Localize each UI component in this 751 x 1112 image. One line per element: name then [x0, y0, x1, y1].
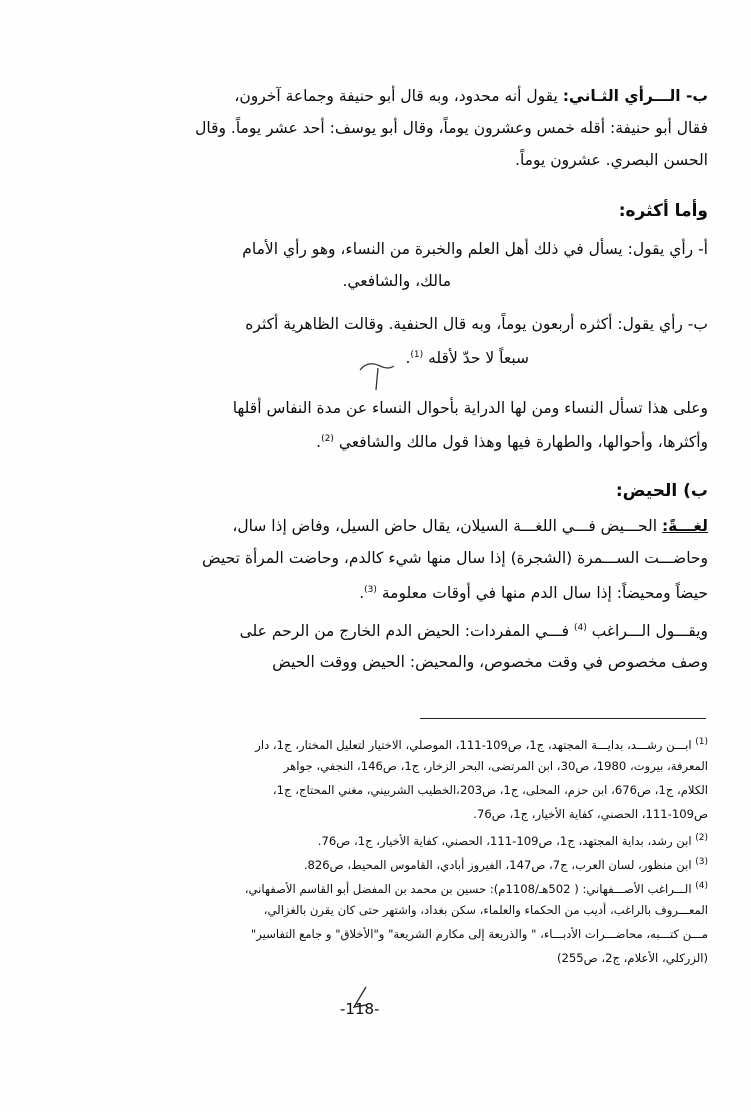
- pen-mark-icon: [358, 358, 398, 398]
- footnote-2: $^{(2)}$ ابن رشد، بداية المجتهد، ج1، ص109-111، الحصني، كفاية الأخيار، ج1، ص76.: [317, 833, 708, 848]
- footnote-4-line3: مـــن كتـــبه، محاضـــرات الأدبـــاء، " والذريعة إلى مكارم الشريعة" و"الأخلاق" و جامع التفاسير": [250, 927, 708, 941]
- lugha-label: لغـــةً:: [661, 517, 708, 535]
- para1-line1: ب- الـــرأي الثـاني: يقول أنه محدود، وبه قال أبو حنيفة وجماعة آخرون،: [234, 87, 708, 105]
- footnote-4-line2: المعـــروف بالراغب، أديب من الحكماء والعلماء، سكن بغداد، واشتهر حتى كان يقرن بالغزالي،: [263, 903, 708, 917]
- haid-line3: حيضاً ومحيضاً: إذا سال الدم منها في أوقات معلومة $^{(3)}$.: [359, 584, 708, 603]
- item-a-line2: مالك، والشافعي.: [342, 272, 451, 290]
- para1-line3: الحسن البصري. عشرون يوماً.: [515, 151, 708, 169]
- raghib-line2: وصف مخصوص في وقت مخصوص، والمحيض: الحيض ووقت الحيض: [272, 653, 708, 671]
- summary-line1: وعلى هذا تسأل النساء ومن لها الدراية بأحوال النساء عن مدة النفاس أقلها: [232, 399, 708, 417]
- footnote-ref-1: (1): [410, 350, 424, 360]
- footnote-1-line1: $^{(1)}$ ابـــن رشـــد، بدايـــة المجتهد، ج1، ص109-111، الموصلي، الاختيار لتعليل المختار، ج1، دار: [255, 737, 708, 752]
- page-number: -118-: [340, 1000, 380, 1018]
- summary-line2: وأكثرها، وأحوالها، والطهارة فيها وهذا قول مالك والشافعي $^{(2)}$.: [316, 433, 708, 452]
- footnote-separator: [420, 718, 706, 719]
- footnote-ref-3: (3): [364, 585, 377, 595]
- heading-most-duration: وأما أكثره:: [618, 201, 708, 221]
- haid-line2: وحاضـــت الســـمرة (الشجرة) إذا سال منها شيء كالدم، وحاضت المرأة تحيض: [201, 549, 708, 567]
- footnote-ref-4: (4): [574, 623, 587, 633]
- item-a-line1: أ- رأي يقول: يسأل في ذلك أهل العلم والخبرة من النساء، وهو رأي الأمام: [242, 240, 708, 258]
- footnote-4-line4: (الزركلي، الأعلام، ج2، ص255): [557, 951, 708, 965]
- footnote-ref-2: (2): [321, 434, 334, 444]
- footnote-1-line2: المعرفة، بيروت، 1980، ص30، ابن المرتضى، البحر الزخار، ج1، ص146، النجفي، جواهر: [283, 759, 708, 773]
- footnote-1-line3: الكلام، ج1، ص676، ابن حزم، المحلى، ج1، ص203،الخطيب الشربيني، مغني المحتاج، ج1،: [272, 783, 708, 797]
- section-title-haid: ب) الحيض:: [615, 481, 708, 501]
- raghib-line1: ويقـــول الـــراغب $^{(4)}$ فـــي المفردات: الحيض الدم الخارج من الرحم على: [239, 622, 708, 641]
- para1-line2: فقال أبو حنيفة: أقله خمس وعشرون يوماً، وقال أبو يوسف: أحد عشر يوماً. وقال: [195, 119, 708, 137]
- footnote-1-line4: ص109-111، الحصني، كفاية الأخيار، ج1، ص76.: [473, 807, 708, 821]
- footnote-3: $^{(3)}$ ابن منظور، لسان العرب، ج7، ص147، الفيروز أبادي، القاموس المحيط، ص826.: [303, 857, 708, 872]
- item-b-line1: ب- رأي يقول: أكثره أربعون يوماً، وبه قال الحنفية. وقالت الظاهرية أكثره: [245, 315, 708, 333]
- item-b-line2: سبعاً لا حدّ لأقله $^{(1)}$.: [405, 349, 529, 368]
- footnote-4-line1: $^{(4)}$ الـــراغب الأصـــفهاني: ( 502هـ/1108م): حسين بن محمد بن المفضل أبو القاسم الأصفهاني،: [244, 881, 708, 896]
- second-opinion-label: ب- الـــرأي الثـاني:: [562, 87, 708, 105]
- haid-line1: لغـــةً: الحـــيض فـــي اللغـــة السيلان، يقال حاض السيل، وفاض إذا سال،: [232, 517, 708, 535]
